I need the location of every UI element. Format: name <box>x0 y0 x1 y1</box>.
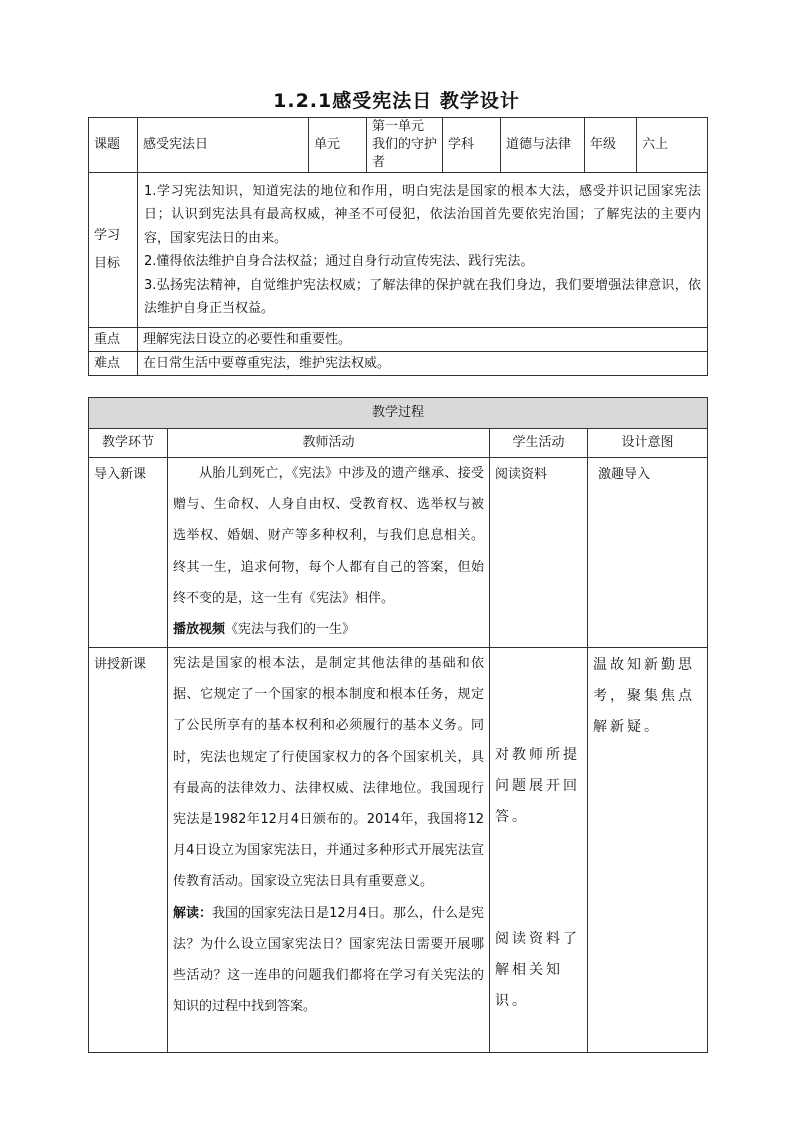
teacher-action <box>173 614 484 645</box>
col-header-stage: 教学环节 <box>89 429 168 458</box>
student-cell <box>490 648 588 1053</box>
teacher-action-text: 《宪法与我们的一生》 <box>225 622 356 638</box>
objective-item: 3.弘扬宪法精神，自觉维护宪法权威；了解法律的保护就在我们身边，我们要增强法律意识，依法维护自身正当权益。 <box>144 277 701 316</box>
design-intent: 温故知新勤思考，聚集焦点解新疑。 <box>593 657 695 735</box>
col-header-intent: 设计意图 <box>588 429 708 458</box>
process-table <box>88 397 708 1053</box>
teacher-text: 宪法是国家的根本法，是制定其他法律的基础和依据、它规定了一个国家的根本制度和根本任务，规定了公民所享有的基本权利和必须履行的基本义务。同时，宪法也规定了行使国家权力的各个国家机关，具有最高的法律效力、法律权威、法律地位。我国现行宪法是1982年12月4日颁布的。2014年，我国将12月4日设立为国家宪法日，并通过多种形式开展宪法宣传教育活动。国家设立宪法日具有重要意义。 <box>173 656 484 890</box>
page-title: 1.2.1感受宪法日 教学设计 <box>273 90 520 112</box>
difficulty-label: 难点 <box>89 352 138 376</box>
teacher-cell <box>168 648 490 1053</box>
unit-label: 单元 <box>309 118 367 173</box>
teacher-text: 从胎儿到死亡，《宪法》中涉及的遗产继承、接受赠与、生命权、人身自由权、受教育权、选举权与被选举权、婚姻、财产等多种权利，与我们息息相关。终其一生，追求何物，每个人都有自己的答案，但始终不变的是，这一生有《宪法》相伴。 <box>173 466 484 606</box>
teacher-action <box>173 898 484 1023</box>
student-activity: 阅读资料了解相关知识。 <box>495 931 580 1009</box>
key-label: 重点 <box>89 328 138 352</box>
col-header-teacher: 教师活动 <box>168 429 490 458</box>
col-header-student: 学生活动 <box>490 429 588 458</box>
stage-cell <box>89 458 168 648</box>
table-row <box>89 458 708 648</box>
topic-label: 课题 <box>89 118 138 173</box>
difficulty-value: 在日常生活中要尊重宪法，维护宪法权威。 <box>138 352 708 376</box>
key-value: 理解宪法日设立的必要性和重要性。 <box>138 328 708 352</box>
unit-value: 第一单元 我们的守护者 <box>367 118 443 173</box>
student-activity: 阅读资料 <box>495 467 548 482</box>
design-intent: 激趣导入 <box>598 467 651 482</box>
student-activity: 对教师所提问题展开回答。 <box>495 747 580 825</box>
teacher-action-bold: 播放视频 <box>173 622 226 638</box>
intent-cell <box>588 648 708 1053</box>
info-table <box>88 117 708 376</box>
stage-label: 导入新课 <box>94 467 147 482</box>
subject-label: 学科 <box>443 118 501 173</box>
objectives-label <box>89 173 138 328</box>
subject-value: 道德与法律 <box>501 118 585 173</box>
topic-value: 感受宪法日 <box>138 118 309 173</box>
objective-item: 1.学习宪法知识，知道宪法的地位和作用，明白宪法是国家的根本大法，感受并识记国家宪法日；认识到宪法具有最高权威，神圣不可侵犯，依法治国首先要依宪治国；了解宪法的主要内容，国家宪法日的由来。 <box>144 183 701 246</box>
stage-cell <box>89 648 168 1053</box>
objectives-label-line2: 目标 <box>94 256 121 271</box>
teacher-action-text: 我国的国家宪法日是12月4日。那么，什么是宪法？为什么设立国家宪法日？国家宪法日需要开展哪些活动？这一连串的问题我们都将在学习有关宪法的知识的过程中找到答案。 <box>173 905 484 1015</box>
objective-item: 2.懂得依法维护自身合法权益；通过自身行动宣传宪法、践行宪法。 <box>144 254 534 269</box>
teacher-action-bold: 解读： <box>173 905 213 921</box>
objectives-label-line1: 学习 <box>94 228 121 243</box>
grade-value: 六上 <box>637 118 708 173</box>
table-row <box>89 648 708 1053</box>
objectives-cell <box>138 173 708 328</box>
student-cell <box>490 458 588 648</box>
process-heading: 教学过程 <box>89 398 708 429</box>
teacher-cell <box>168 458 490 648</box>
stage-label: 讲授新课 <box>94 657 147 672</box>
grade-label: 年级 <box>585 118 637 173</box>
intent-cell <box>588 458 708 648</box>
